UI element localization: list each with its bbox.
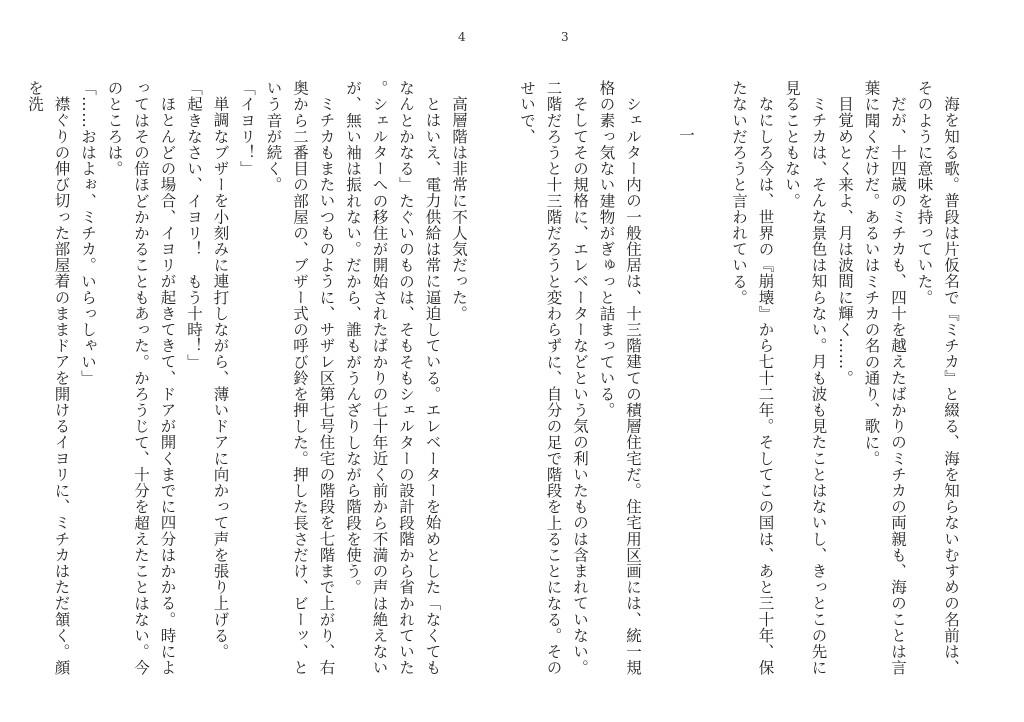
- paragraph: とはいえ、電力供給は常に逼迫している。エレベーターを始めとした「なくてもなんとかなる」たぐいのものは、そもそもシェルターの設計段階から省かれていた。シェルターへの移住が開始されたばかりの七十年近く前から不満の声は絶えないが、無い袖は振れない。だから、誰もがうんざりしながら階段を使う。: [344, 80, 442, 676]
- paragraph: ミチカは、そんな景色は知らない。月も波も見たことはないし、きっとこの先に見ることもない。: [783, 80, 828, 676]
- dialog-line: 「イヨリ！」: [238, 80, 256, 177]
- paragraph: 高層階は非常に不人気だった。: [450, 95, 468, 321]
- page-left-body: [26, 80, 472, 680]
- page-right-body: [518, 80, 964, 680]
- paragraph: シェルター内の一般住居は、十三階建ての積層住宅だ。住宅用区画には、統一規格の素っ気ない建物がぎゅっと詰まっている。: [597, 80, 642, 676]
- paragraph: ミチカもまたいつものように、サザレ区第七号住宅の階段を七階まで上がり、右奥から二番目の部屋の、ブザー式の呼び鈴を押した。押した長さだけ、ビーッ、という音が続く。: [264, 80, 336, 676]
- page-number-left: 4: [458, 30, 466, 44]
- paragraph: そしてその規格に、エレベーターなどという気の利いたものは含まれていない。二階だろうと十三階だろうと変わらずに、自分の足で階段を上ることになる。そのせいで、: [518, 80, 589, 676]
- chapter-heading: 一: [677, 126, 695, 143]
- blank-line: [699, 80, 726, 680]
- blank-line: [646, 80, 673, 680]
- paragraph: 襟ぐりの伸び切った部屋着のままドアを開けるイヨリに、ミチカはただ頷く。顔を洗: [26, 80, 71, 676]
- dialog-line: 「起きなさい、イヨリ！ もう十時！」: [185, 80, 203, 370]
- page-number-right: 3: [561, 30, 569, 44]
- dialog-line: 「……おはよぉ、ミチカ。いらっしゃい」: [79, 80, 97, 386]
- paragraph: 単調なブザーを小刻みに連打しながら、薄いドアに向かって声を張り上げる。: [211, 95, 230, 659]
- paragraph: だが、十四歳のミチカも、四十を越えたばかりのミチカの両親も、海のことは言葉に聞くだけだ。あるいはミチカの名の通り、歌に。: [862, 80, 907, 676]
- paragraph: 海を知る歌。普段は片仮名で『ミチカ』と綴る、海を知らないむすめの名前は、そのように意味を持っていた。: [915, 80, 960, 676]
- paragraph: 目覚めとく来よ、月は波間に輝く……。: [836, 95, 854, 386]
- paragraph: なにしろ今は、世界の『崩壊』から七十二年。そしてこの国は、あと三十年、保たないだろうと言われている。: [730, 80, 775, 676]
- paragraph: ほとんどの場合、イヨリが起きてきて、ドアが開くまでに四分はかかる。時によってはその倍ほどかかることもあった。かろうじて、十分を超えたことはない。今のところは。: [105, 80, 177, 676]
